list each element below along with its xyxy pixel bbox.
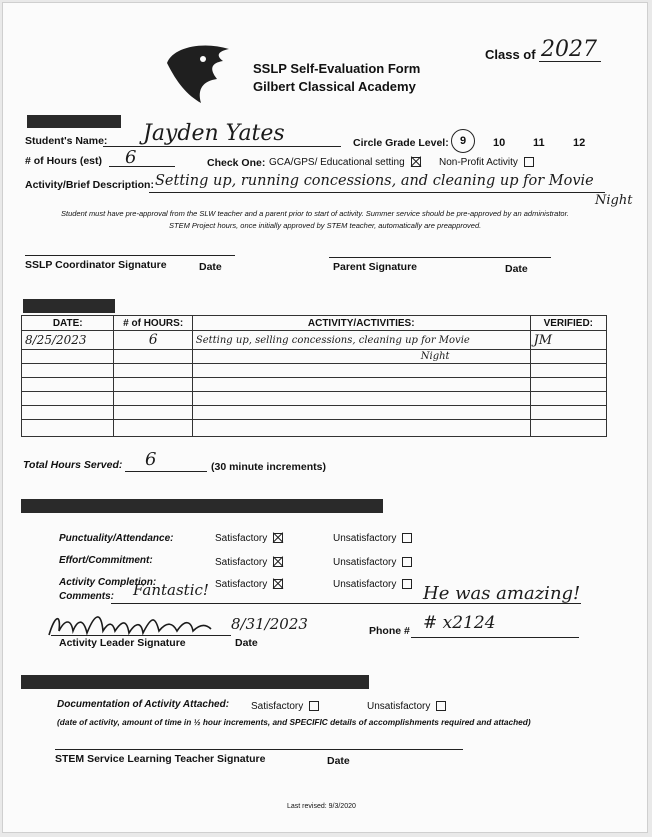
eagle-logo-icon xyxy=(163,39,243,105)
teacher-sig-line xyxy=(55,749,463,750)
hours-est-field[interactable]: 6 xyxy=(125,147,137,168)
documentation-note: (date of activity, amount of time in ½ hour increments, and SPECIFIC details of accomplishments required and attached) xyxy=(57,717,531,727)
comment-field-1[interactable]: Fantastic! xyxy=(133,581,209,599)
hours-est-label: # of Hours (est) xyxy=(25,155,103,167)
table-row xyxy=(22,350,607,364)
parent-date-label: Date xyxy=(505,263,528,275)
hours-log-table xyxy=(21,315,607,437)
student-name-label: Student's Name: xyxy=(25,135,108,147)
punctuality-label: Punctuality/Attendance: xyxy=(59,533,174,544)
activity-desc-line xyxy=(149,192,605,193)
section-bar xyxy=(27,115,121,128)
effort-satisfactory[interactable]: Satisfactory xyxy=(215,557,283,568)
total-hours-note: (30 minute increments) xyxy=(211,461,326,473)
total-hours-line xyxy=(125,471,207,472)
col-hours-header: # of HOURS: xyxy=(114,316,192,331)
row1-verified[interactable]: JM xyxy=(530,331,606,350)
coordinator-date-label: Date xyxy=(199,261,222,273)
doc-sat-checkbox[interactable] xyxy=(309,701,319,711)
punctuality-unsat-checkbox[interactable] xyxy=(402,533,412,543)
grade-9-circled[interactable]: 9 xyxy=(451,129,475,153)
table-row xyxy=(22,378,607,392)
total-hours-field[interactable]: 6 xyxy=(145,449,157,470)
col-verified-header: VERIFIED: xyxy=(530,316,606,331)
row1-hours[interactable]: 6 xyxy=(114,331,192,350)
effort-label: Effort/Commitment: xyxy=(59,555,153,566)
col-activity-header: ACTIVITY/ACTIVITIES: xyxy=(192,316,530,331)
gca-checkbox[interactable] xyxy=(411,157,421,167)
activity-desc-field[interactable]: Setting up, running concessions, and cleaning up for Movie xyxy=(155,173,594,189)
parent-sig-line xyxy=(329,257,551,258)
row1-activity[interactable]: Setting up, selling concessions, cleaning up for Movie xyxy=(192,331,530,350)
section-bar xyxy=(21,675,369,689)
class-label: Class of xyxy=(485,47,536,62)
table-row xyxy=(22,331,607,350)
phone-field[interactable]: # x2124 xyxy=(423,613,496,633)
leader-sig-label: Activity Leader Signature xyxy=(59,637,186,649)
completion-sat-checkbox[interactable] xyxy=(273,579,283,589)
grade-11[interactable]: 11 xyxy=(533,137,545,149)
school-name: Gilbert Classical Academy xyxy=(253,79,416,94)
table-row xyxy=(22,392,607,406)
coordinator-sig-line xyxy=(25,255,235,256)
effort-sat-checkbox[interactable] xyxy=(273,557,283,567)
grade-label: Circle Grade Level: xyxy=(353,137,449,149)
documentation-unsatisfactory[interactable]: Unsatisfactory xyxy=(367,701,446,712)
punctuality-unsatisfactory[interactable]: Unsatisfactory xyxy=(333,533,412,544)
hours-est-line xyxy=(109,166,175,167)
form-title: SSLP Self-Evaluation Form xyxy=(253,61,421,76)
coordinator-sig-label: SSLP Coordinator Signature xyxy=(25,259,167,271)
effort-unsat-checkbox[interactable] xyxy=(402,557,412,567)
teacher-sig-label: STEM Service Learning Teacher Signature xyxy=(55,753,266,765)
nonprofit-checkbox[interactable] xyxy=(524,157,534,167)
check-one-label: Check One: xyxy=(207,157,266,169)
phone-line xyxy=(411,637,579,638)
row1-date[interactable]: 8/25/2023 xyxy=(22,331,114,350)
comments-label: Comments: xyxy=(59,591,115,602)
form-page xyxy=(2,2,648,833)
effort-unsatisfactory[interactable]: Unsatisfactory xyxy=(333,557,412,568)
class-year-line xyxy=(539,61,601,62)
completion-label: Activity Completion: xyxy=(59,577,157,588)
table-row xyxy=(22,420,607,437)
table-header-row xyxy=(22,316,607,331)
grade-10[interactable]: 10 xyxy=(493,137,506,149)
documentation-label: Documentation of Activity Attached: xyxy=(57,699,230,710)
footer-revised: Last revised: 9/3/2020 xyxy=(287,803,356,810)
grade-12[interactable]: 12 xyxy=(573,137,586,149)
teacher-date-label: Date xyxy=(327,755,350,767)
hash-mark-icon: # xyxy=(423,613,438,633)
row1-activity-cont[interactable]: Night xyxy=(192,350,530,364)
col-date-header: DATE: xyxy=(22,316,114,331)
phone-label: Phone # xyxy=(369,625,410,637)
total-hours-label: Total Hours Served: xyxy=(23,459,123,471)
doc-unsat-checkbox[interactable] xyxy=(436,701,446,711)
completion-unsat-checkbox[interactable] xyxy=(402,579,412,589)
punctuality-satisfactory[interactable]: Satisfactory xyxy=(215,533,283,544)
approval-note-2: STEM Project hours, once initially approved by STEM teacher, automatically are preapproved. xyxy=(169,221,482,230)
leader-sig-line xyxy=(51,635,231,636)
leader-date-label: Date xyxy=(235,637,258,649)
activity-desc-cont[interactable]: Night xyxy=(595,193,633,208)
comment-field-2[interactable]: He was amazing! xyxy=(423,583,581,604)
completion-satisfactory[interactable]: Satisfactory xyxy=(215,579,283,590)
section-bar xyxy=(23,299,115,313)
student-name-field[interactable]: Jayden Yates xyxy=(143,121,285,146)
student-name-line xyxy=(103,146,341,147)
option-nonprofit[interactable]: Non-Profit Activity xyxy=(439,157,534,168)
table-row xyxy=(22,364,607,378)
punctuality-sat-checkbox[interactable] xyxy=(273,533,283,543)
section-bar xyxy=(21,499,383,513)
table-row xyxy=(22,406,607,420)
completion-unsatisfactory[interactable]: Unsatisfactory xyxy=(333,579,412,590)
option-gca[interactable]: GCA/GPS/ Educational setting xyxy=(269,157,421,168)
parent-sig-label: Parent Signature xyxy=(333,261,418,273)
approval-note: Student must have pre-approval from the SLW teacher and a parent prior to start of activity. Summer service should be pre-approved by an administrator. xyxy=(61,209,569,218)
activity-desc-label: Activity/Brief Description: xyxy=(25,179,154,191)
class-year-value[interactable]: 2027 xyxy=(541,37,597,62)
leader-date-field[interactable]: 8/31/2023 xyxy=(231,615,308,633)
documentation-satisfactory[interactable]: Satisfactory xyxy=(251,701,319,712)
